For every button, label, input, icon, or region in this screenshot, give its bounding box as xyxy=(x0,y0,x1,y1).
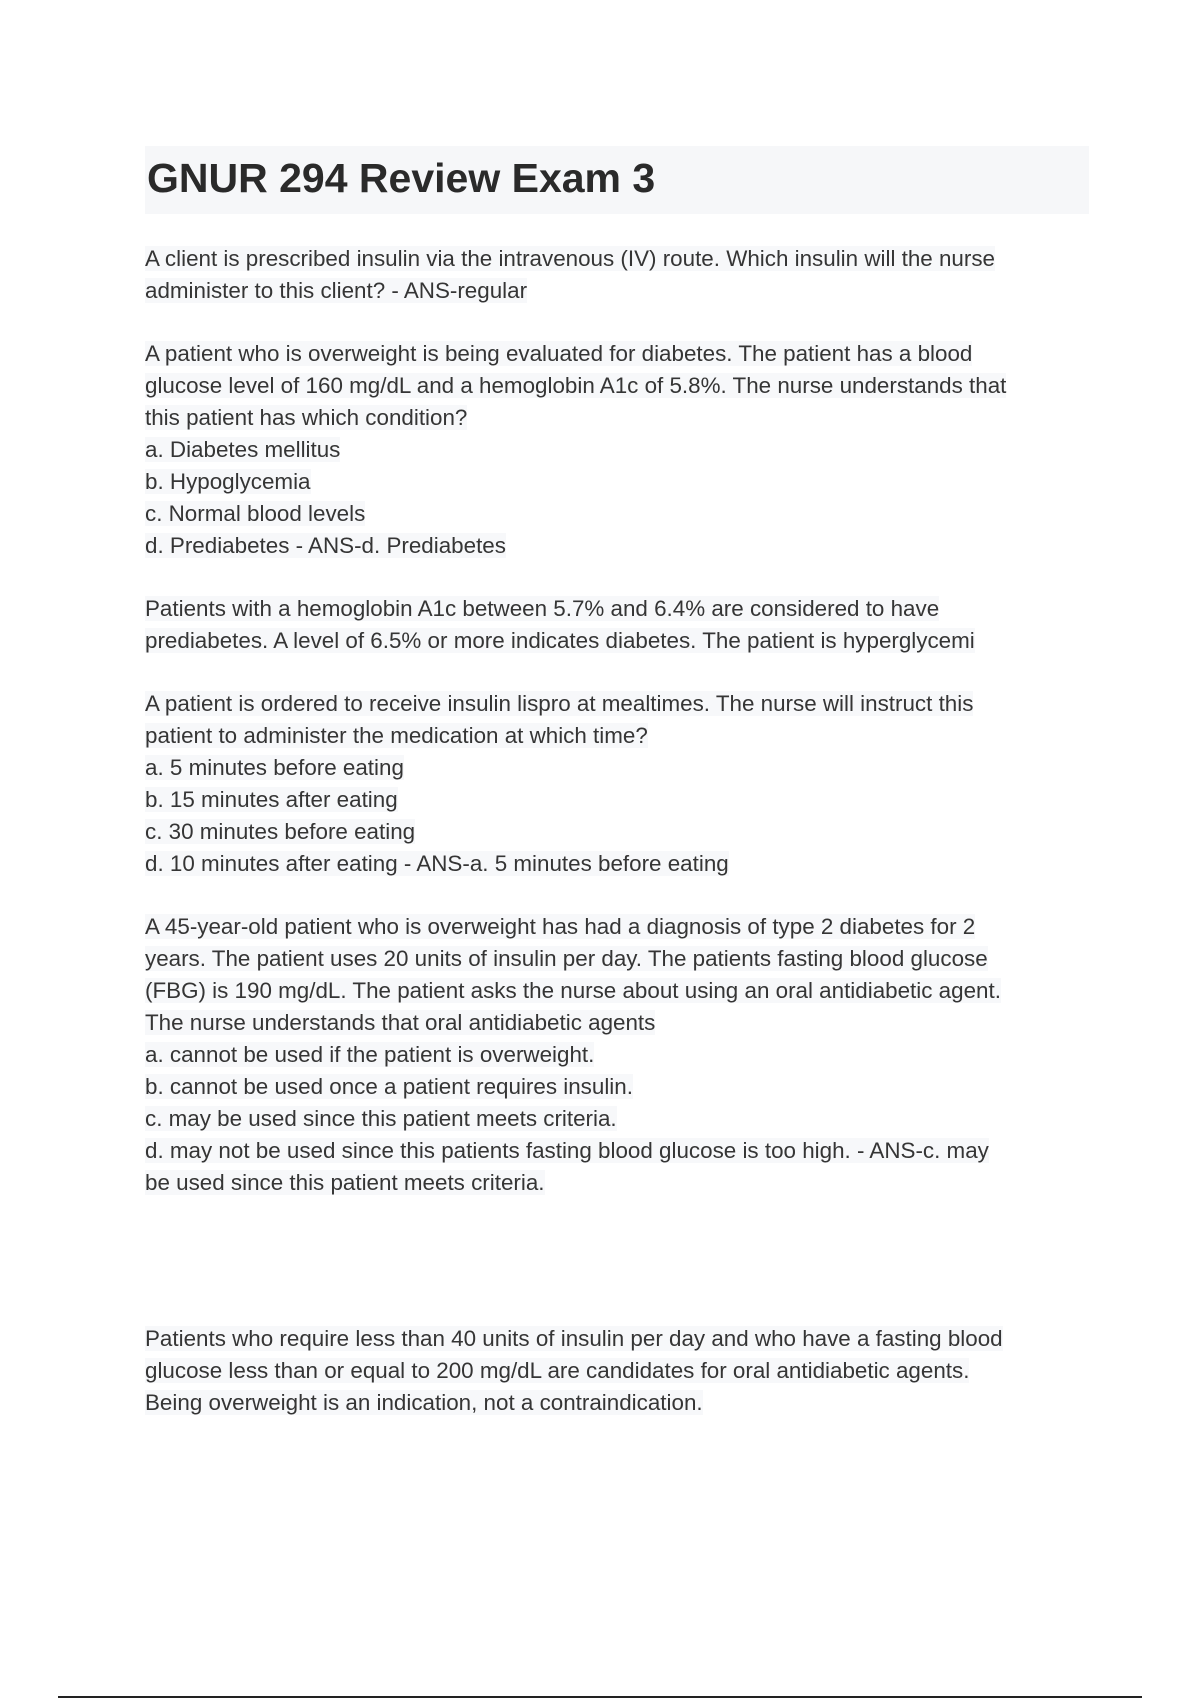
text-run: be used since this patient meets criteria. xyxy=(145,1170,545,1195)
text-line xyxy=(145,275,1095,307)
text-run: A patient is ordered to receive insulin lispro at mealtimes. The nurse will instruct this xyxy=(145,691,974,716)
text-run: b. cannot be used once a patient requires insulin. xyxy=(145,1074,633,1099)
text-run: glucose less than or equal to 200 mg/dL are candidates for oral antidiabetic agents. xyxy=(145,1358,970,1383)
question-1 xyxy=(145,243,1095,307)
text-run: The nurse understands that oral antidiabetic agents xyxy=(145,1010,656,1035)
footer-divider xyxy=(58,1696,1142,1698)
text-run: b. 15 minutes after eating xyxy=(145,787,398,812)
page-title: GNUR 294 Review Exam 3 xyxy=(147,155,656,201)
text-line xyxy=(145,625,1095,657)
text-line xyxy=(145,1167,1095,1199)
answer-option xyxy=(145,498,1095,530)
text-line xyxy=(145,338,1095,370)
text-line xyxy=(145,1007,1095,1039)
answer-option xyxy=(145,752,1095,784)
text-run: a. cannot be used if the patient is overweight. xyxy=(145,1042,595,1067)
text-line xyxy=(145,911,1095,943)
text-line xyxy=(145,1387,1095,1419)
text-run: Patients with a hemoglobin A1c between 5.7% and 6.4% are considered to have xyxy=(145,596,940,621)
text-run: A 45-year-old patient who is overweight has had a diagnosis of type 2 diabetes for 2 xyxy=(145,914,976,939)
text-line xyxy=(145,688,1095,720)
text-run: d. 10 minutes after eating - ANS-a. 5 minutes before eating xyxy=(145,851,729,876)
text-line xyxy=(145,975,1095,1007)
text-run: (FBG) is 190 mg/dL. The patient asks the nurse about using an oral antidiabetic agent. xyxy=(145,978,1001,1003)
text-run: a. Diabetes mellitus xyxy=(145,437,341,462)
text-run: d. may not be used since this patients fasting blood glucose is too high. - ANS-c. may xyxy=(145,1138,989,1163)
text-line xyxy=(145,593,1095,625)
text-run: Being overweight is an indication, not a contraindication. xyxy=(145,1390,703,1415)
text-run: Patients who require less than 40 units of insulin per day and who have a fasting blood xyxy=(145,1326,1003,1351)
text-run: A patient who is overweight is being evaluated for diabetes. The patient has a blood xyxy=(145,341,973,366)
rationale-2 xyxy=(145,593,1095,657)
text-line xyxy=(145,370,1095,402)
text-line xyxy=(145,243,1095,275)
text-run: b. Hypoglycemia xyxy=(145,469,311,494)
text-line xyxy=(145,1355,1095,1387)
text-run: A client is prescribed insulin via the intravenous (IV) route. Which insulin will the nurse xyxy=(145,246,995,271)
answer-option xyxy=(145,530,1095,562)
text-run: prediabetes. A level of 6.5% or more indicates diabetes. The patient is hyperglycemi xyxy=(145,628,975,653)
text-run: c. 30 minutes before eating xyxy=(145,819,416,844)
text-run: c. Normal blood levels xyxy=(145,501,366,526)
question-2 xyxy=(145,338,1095,562)
text-line xyxy=(145,402,1095,434)
question-3 xyxy=(145,688,1095,880)
text-line xyxy=(145,720,1095,752)
text-line xyxy=(145,1323,1095,1355)
answer-option xyxy=(145,848,1095,880)
text-run: years. The patient uses 20 units of insulin per day. The patients fasting blood glucose xyxy=(145,946,988,971)
answer-option xyxy=(145,466,1095,498)
answer-option xyxy=(145,816,1095,848)
answer-option xyxy=(145,1039,1095,1071)
text-run: this patient has which condition? xyxy=(145,405,468,430)
spacer xyxy=(145,1230,1095,1323)
answer-option xyxy=(145,1103,1095,1135)
text-line xyxy=(145,943,1095,975)
question-4 xyxy=(145,911,1095,1199)
rationale-4 xyxy=(145,1323,1095,1419)
text-run: glucose level of 160 mg/dL and a hemoglobin A1c of 5.8%. The nurse understands that xyxy=(145,373,1007,398)
title-block xyxy=(145,146,1089,214)
text-run: administer to this client? - ANS-regular xyxy=(145,278,528,303)
answer-option xyxy=(145,1071,1095,1103)
answer-option xyxy=(145,1135,1095,1167)
text-run: patient to administer the medication at which time? xyxy=(145,723,648,748)
text-run: d. Prediabetes - ANS-d. Prediabetes xyxy=(145,533,506,558)
answer-option xyxy=(145,784,1095,816)
document-body xyxy=(145,243,1095,1450)
text-run: c. may be used since this patient meets criteria. xyxy=(145,1106,617,1131)
text-run: a. 5 minutes before eating xyxy=(145,755,404,780)
answer-option xyxy=(145,434,1095,466)
